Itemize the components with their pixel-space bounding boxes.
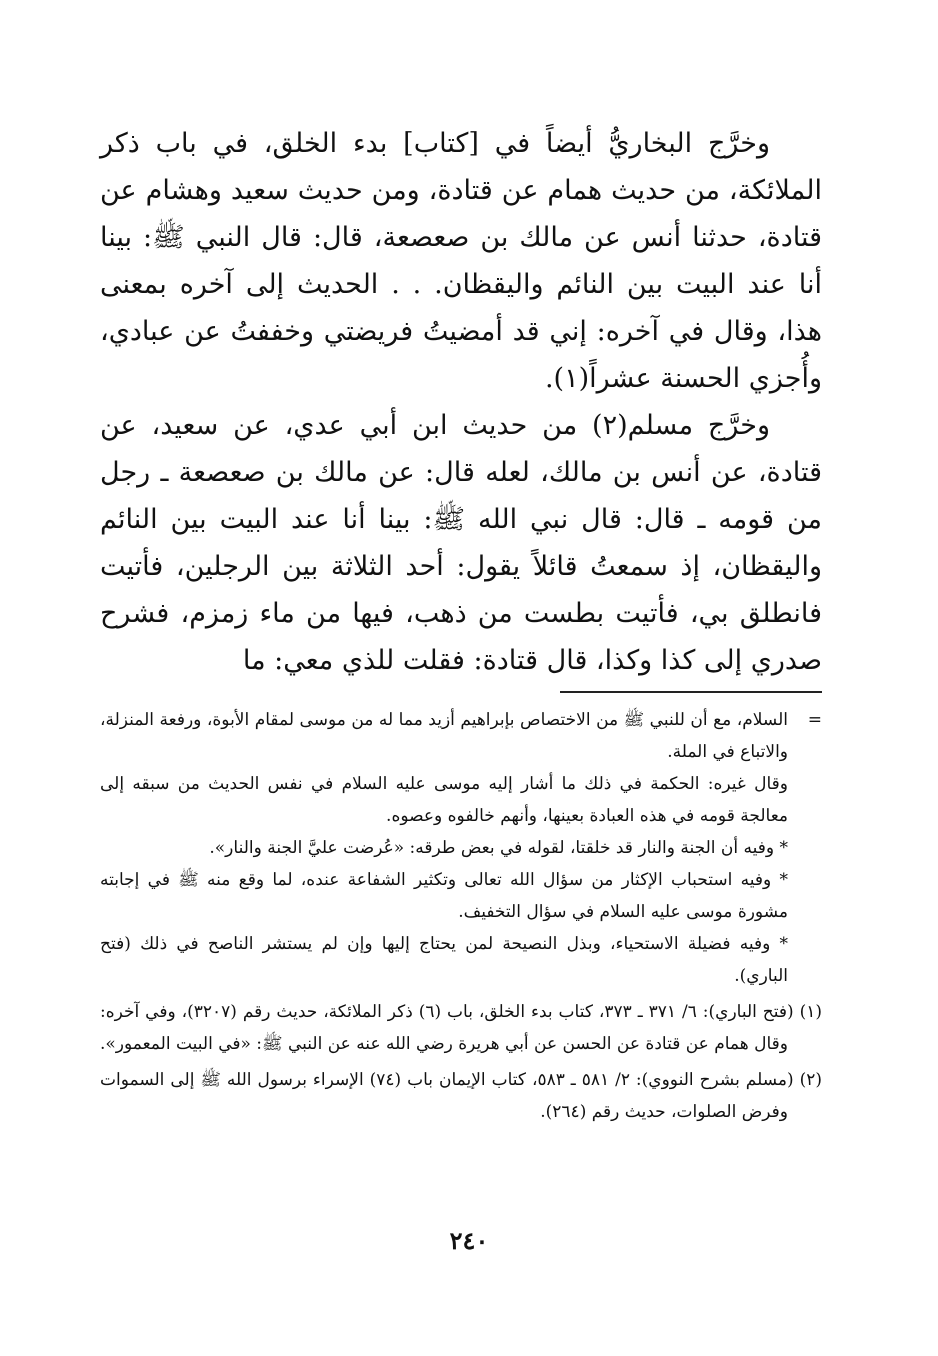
continuation-line-5: * وفيه فضيلة الاستحياء، وبذل النصيحة لمن يحتاج إليها وإن لم يستشر الناصح في ذلك (فتح الباري). bbox=[100, 934, 788, 986]
footnote-2: (٢) (مسلم بشرح النووي): ٢/ ٥٨١ ـ ٥٨٣، كتاب الإيمان باب (٧٤) الإسراء برسول الله ﷺ إلى السموات وفرض الصلوات، حديث رقم (٢٦٤). bbox=[100, 1070, 822, 1122]
footnotes bbox=[100, 704, 822, 1128]
continuation-line-2: وقال غيره: الحكمة في ذلك ما أشار إليه موسى عليه السلام في نفس الحديث من سبقه إلى معالجة قومه في هذه العبادة بعينها، وأنهم خالفوه وعصوه. bbox=[100, 774, 788, 826]
continuation-mark: = bbox=[807, 710, 822, 730]
footnote-separator bbox=[560, 691, 822, 693]
continuation-line-4: * وفيه استحباب الإكثار من سؤال الله تعالى وتكثير الشفاعة عنده، لما وقع منه ﷺ في إجابته مشورة موسى عليه السلام في سؤال التخفيف. bbox=[100, 870, 788, 922]
page-number: ٢٤٠ bbox=[449, 1226, 489, 1255]
main-paragraph-2: وخرَّج مسلم(٢) من حديث ابن أبي عدي، عن سعيد، عن قتادة، عن أنس بن مالك، لعله قال: عن مالك بن صعصعة ـ رجل من قومه ـ قال: قال نبي الله ﷺ: بينا أنا عند البيت بين النائم واليقظان، إذ سمعتُ قائلاً يقول: أحد الثلاثة بين الرجلين، فأتيت فانطلق بي، فأتيت بطست من ذهب، فيها من ماء زمزم، فشرح صدري إلى كذا وكذا، قال قتادة: فقلت للذي معي: ما bbox=[100, 410, 822, 676]
continuation-line-3: * وفيه أن الجنة والنار قد خلقتا، لقوله في بعض طرقه: «عُرضت عليَّ الجنة والنار». bbox=[209, 838, 788, 858]
footnote-continuation bbox=[100, 704, 822, 768]
main-paragraph-1: وخرَّج البخاريُّ أيضاً في [كتاب] بدء الخلق، في باب ذكر الملائكة، من حديث همام عن قتادة، ومن حديث سعيد وهشام عن قتادة، حدثنا أنس عن مالك بن صعصعة، قال: قال النبي ﷺ: بينا أنا عند البيت بين النائم واليقظان. . . الحديث إلى آخره بمعنى هذا، وقال في آخره: إني قد أمضيتُ فريضتي وخففتُ عن عبادي، وأُجزي الحسنة عشراً(١). bbox=[100, 128, 822, 394]
continuation-line-1: السلام، مع أن للنبي ﷺ من الاختصاص بإبراهيم أزيد مما له من موسى لمقام الأبوة، ورفعة المنزلة، والاتباع في الملة. bbox=[100, 710, 788, 762]
footnote-1: (١) (فتح الباري): ٦/ ٣٧١ ـ ٣٧٣، كتاب بدء الخلق، باب (٦) ذكر الملائكة، حديث رقم (٣٢٠٧)، وفي آخره: وقال همام عن قتادة عن الحسن عن أبي هريرة رضي الله عنه عن النبي ﷺ: «في البيت المعمور». bbox=[99, 1002, 822, 1054]
main-text bbox=[100, 120, 822, 684]
